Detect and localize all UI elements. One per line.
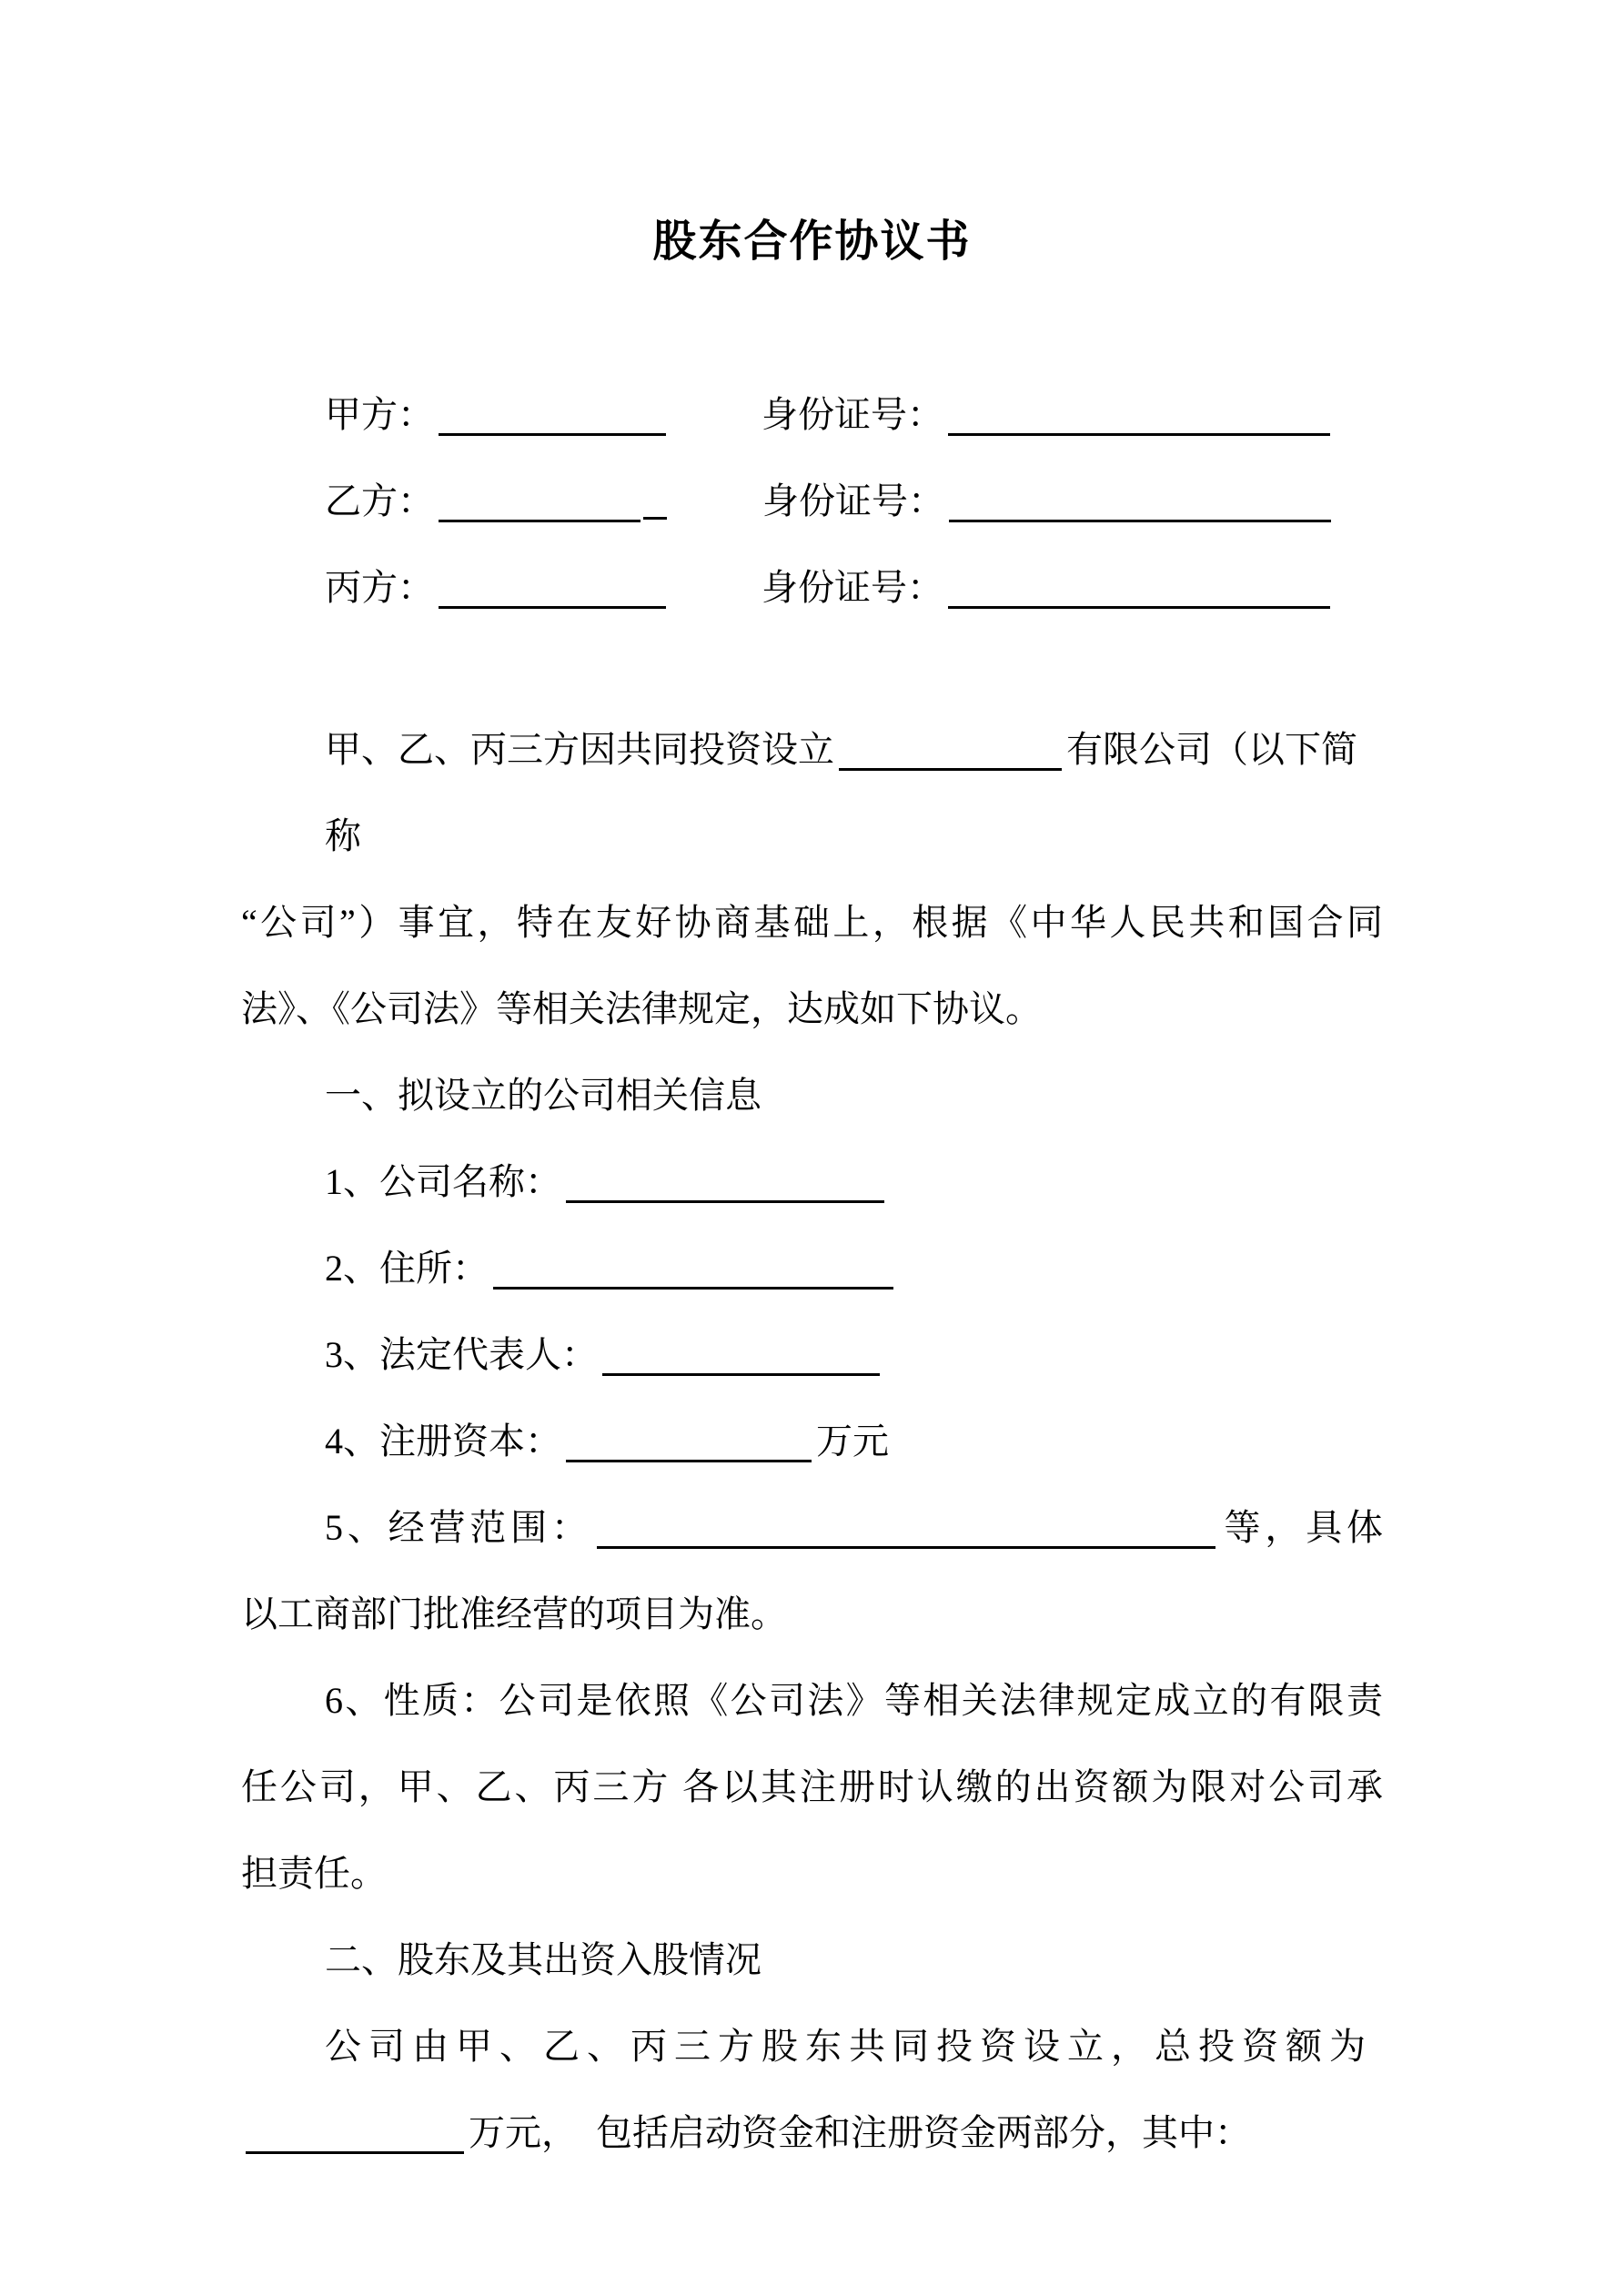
doc-line — [241, 706, 1383, 879]
fill-in-blank — [839, 768, 1062, 771]
party-label: 丙方： — [325, 567, 434, 608]
fill-in-blank — [246, 2151, 464, 2154]
doc-line — [241, 1138, 1383, 1225]
doc-text: 2、住所： — [325, 1248, 489, 1289]
fill-in-blank — [566, 1460, 812, 1462]
doc-line — [241, 966, 1383, 1052]
doc-line — [241, 1398, 1383, 1484]
doc-line — [241, 1484, 1383, 1571]
doc-line — [241, 1830, 1383, 1917]
fill-in-blank — [597, 1546, 1215, 1549]
party-row — [241, 544, 1383, 631]
party-label: 甲方： — [325, 394, 434, 435]
party-row — [241, 371, 1383, 458]
party-label: 乙方： — [325, 480, 434, 521]
doc-text: 担责任。 — [241, 1853, 387, 1894]
fill-in-blank — [566, 1200, 884, 1203]
doc-text: 万元， 包括启动资金和注册资金两部分，其中： — [469, 2112, 1251, 2153]
parties-section — [241, 371, 1383, 631]
party-name-blank — [439, 606, 666, 609]
doc-line — [241, 1225, 1383, 1311]
doc-text: 等，具体 — [1219, 1507, 1384, 1548]
doc-text: 万元 — [816, 1421, 889, 1462]
doc-text: 二、股东及其出资入股情况 — [325, 1939, 762, 1980]
doc-line — [241, 1052, 1383, 1138]
doc-text: 以工商部门批准经营的项目为准。 — [241, 1593, 787, 1634]
doc-line — [241, 2003, 1383, 2089]
doc-text: 公司由甲、乙、丙三方股东共同投资设立，总投资额为 — [325, 2026, 1373, 2067]
doc-line — [241, 1657, 1383, 1744]
id-number-blank — [948, 433, 1330, 436]
id-number-label: 身份证号： — [762, 480, 944, 521]
doc-text: 甲、乙、丙三方因共同投资设立 — [325, 729, 834, 770]
id-number-label: 身份证号： — [762, 567, 943, 608]
doc-line — [241, 1744, 1383, 1830]
party-row — [241, 458, 1383, 544]
doc-text: 一、拟设立的公司相关信息 — [325, 1075, 762, 1116]
doc-text: 3、法定代表人： — [325, 1334, 598, 1375]
doc-line — [241, 1917, 1383, 2003]
doc-text: 4、注册资本： — [325, 1421, 561, 1462]
party-name-blank — [439, 520, 641, 522]
doc-line — [241, 1571, 1383, 1657]
doc-text: “公司”）事宜，特在友好协商基础上，根据《中华人民共和国合同 — [241, 902, 1383, 943]
doc-line — [241, 1311, 1383, 1398]
doc-line — [241, 2089, 1383, 2176]
party-name-blank — [439, 433, 666, 436]
document-title: 股东合作协议书 — [652, 217, 972, 266]
fill-in-blank — [493, 1287, 893, 1290]
doc-text: 有限公司（以下简称 — [325, 729, 1357, 856]
id-number-blank — [948, 606, 1330, 609]
doc-line — [241, 879, 1383, 966]
fill-in-blank — [602, 1373, 880, 1376]
id-number-label: 身份证号： — [762, 394, 943, 435]
document-content — [0, 215, 1624, 2176]
document-body — [241, 706, 1383, 2176]
doc-text: 6、性质：公司是依照《公司法》等相关法律规定成立的有限责 — [325, 1680, 1383, 1721]
doc-text: 任公司，甲、乙、丙三方 各以其注册时认缴的出资额为限对公司承 — [241, 1766, 1383, 1807]
doc-text: 法》、《公司法》等相关法律规定，达成如下协议。 — [241, 988, 1042, 1029]
id-number-blank — [949, 520, 1331, 522]
party-name-blank-tail — [643, 517, 667, 520]
doc-text: 5、经营范围： — [325, 1507, 592, 1548]
doc-text: 1、公司名称： — [325, 1161, 561, 1202]
